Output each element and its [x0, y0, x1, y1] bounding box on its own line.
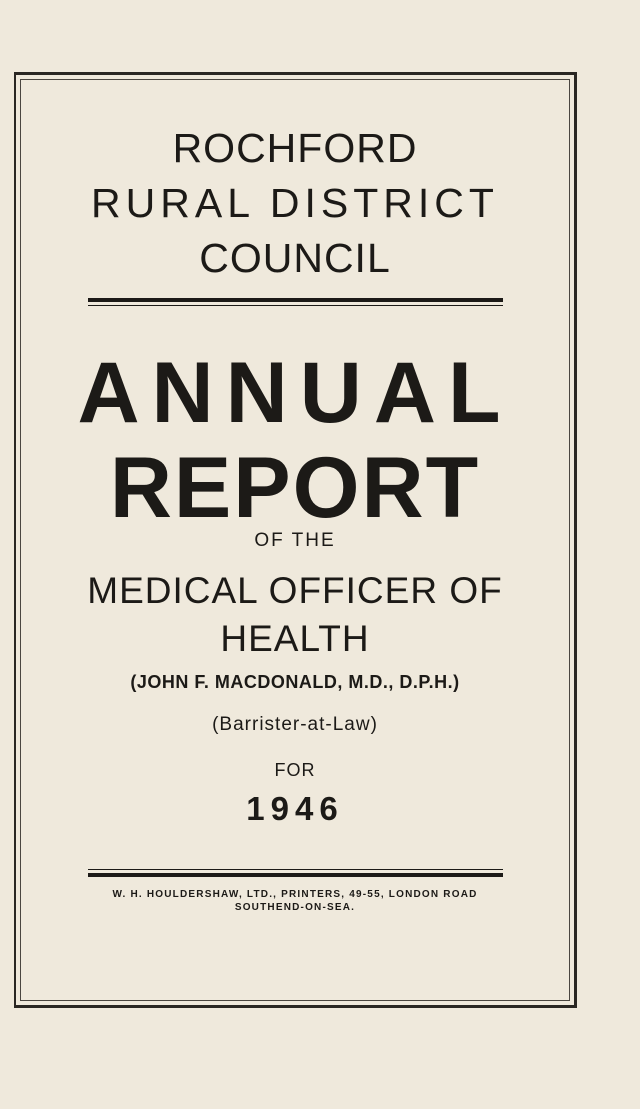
subject-line1: MEDICAL OFFICER OF	[87, 570, 503, 611]
for-label: FOR	[274, 760, 316, 780]
divider-bottom-thin	[88, 869, 503, 870]
divider-top-thick	[88, 298, 503, 302]
council-title-line1: ROCHFORD	[172, 125, 418, 171]
printer-line2: SOUTHEND-ON-SEA.	[234, 902, 356, 913]
of-the-label: OF THE	[254, 530, 336, 551]
council-title-line3: COUNCIL	[199, 235, 391, 281]
heading-annual: ANNUAL	[77, 345, 513, 441]
report-year: 1946	[246, 790, 344, 827]
printer-line1: W. H. HOULDERSHAW, LTD., PRINTERS, 49-55, LONDON ROAD	[112, 889, 478, 900]
divider-bottom-thick	[88, 873, 503, 877]
council-title	[20, 121, 570, 286]
council-title-line2: RURAL DISTRICT	[91, 180, 499, 226]
subject-line2: HEALTH	[220, 618, 370, 659]
officer-name: (JOHN F. MACDONALD, M.D., D.P.H.)	[130, 672, 460, 692]
printer-imprint	[20, 888, 570, 914]
heading-report: REPORT	[109, 440, 481, 536]
officer-qualification: (Barrister-at-Law)	[212, 714, 378, 735]
divider-top-thin	[88, 305, 503, 306]
